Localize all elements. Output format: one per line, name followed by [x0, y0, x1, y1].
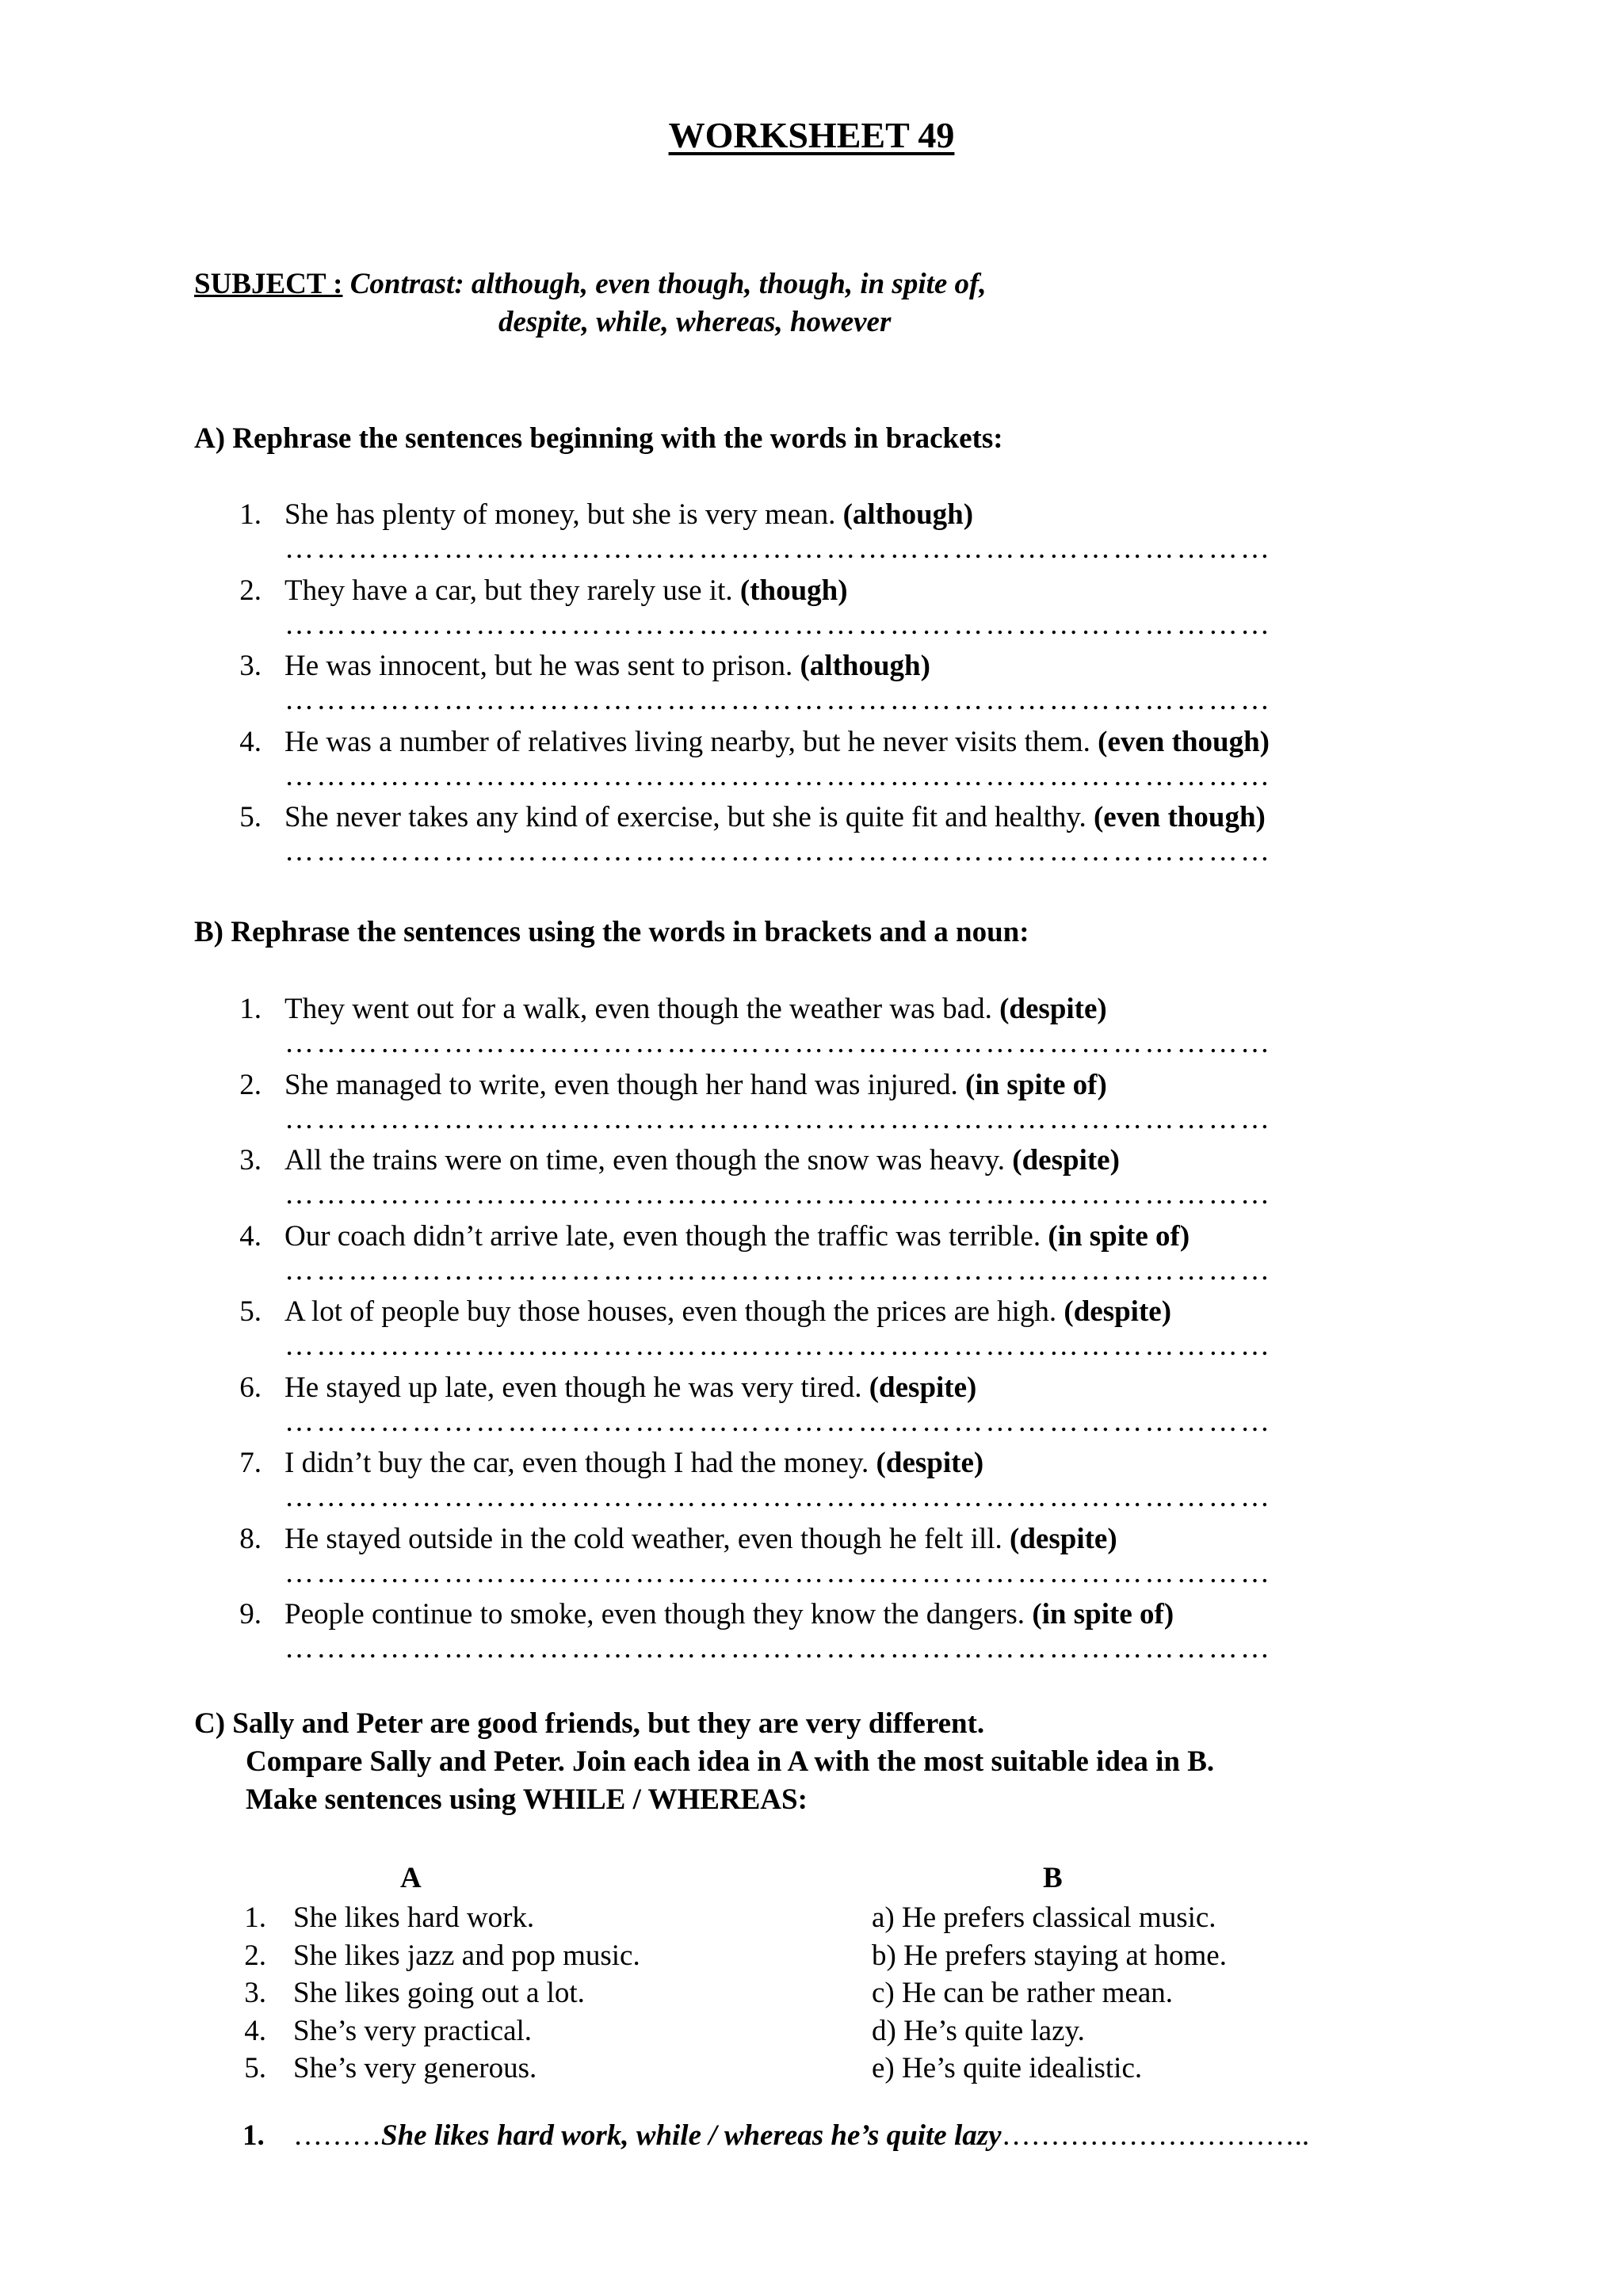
- sentence-text: They went out for a walk, even though the weather was bad.: [285, 993, 1000, 1025]
- item-number: 2.: [239, 1068, 262, 1101]
- idea-b: d) He’s quite lazy.: [872, 2014, 1085, 2047]
- answer-line[interactable]: …………………………………………………………………………………: [285, 1557, 1273, 1589]
- sentence-text: Our coach didn’t arrive late, even though the traffic was terrible.: [285, 1219, 1048, 1253]
- answer-line[interactable]: …………………………………………………………………………………: [285, 1482, 1273, 1513]
- sentence-text: She never takes any kind of exercise, but she is quite fit and healthy.: [285, 801, 1094, 833]
- item-number: 8.: [239, 1522, 262, 1555]
- column-b-label: B: [1043, 1862, 1063, 1894]
- item-number: 1.: [239, 993, 262, 1025]
- item-number: 3.: [239, 1144, 262, 1177]
- bracket-hint: (although): [842, 498, 974, 531]
- example-lead-dots: ………: [293, 2119, 381, 2152]
- item-sentence: [285, 1067, 1107, 1104]
- answer-line[interactable]: …………………………………………………………………………………: [285, 760, 1273, 792]
- row-number: 1.: [244, 1901, 266, 1934]
- item-sentence: [285, 497, 973, 533]
- item-sentence: [285, 1445, 983, 1482]
- section-c-heading-line-3: Make sentences using WHILE / WHEREAS:: [246, 1783, 808, 1816]
- bracket-hint: (even though): [1098, 725, 1270, 758]
- idea-a: She likes jazz and pop music.: [293, 1939, 640, 1972]
- item-number: 4.: [239, 1219, 262, 1253]
- bracket-hint: (in spite of): [1032, 1598, 1174, 1630]
- item-number: 4.: [239, 725, 262, 758]
- item-sentence: [285, 1294, 1171, 1330]
- sentence-text: He was innocent, but he was sent to prison.: [285, 650, 800, 682]
- subject-block: [194, 265, 987, 341]
- item-number: 5.: [239, 801, 262, 833]
- sentence-text: She has plenty of money, but she is very mean.: [285, 498, 843, 531]
- sentence-text: All the trains were on time, even though the snow was heavy.: [285, 1144, 1013, 1177]
- sentence-text: She managed to write, even though her hand was injured.: [285, 1068, 965, 1101]
- item-sentence: [285, 991, 1107, 1028]
- bracket-hint: (despite): [1064, 1295, 1172, 1328]
- item-number: 6.: [239, 1371, 262, 1404]
- worksheet-title: WORKSHEET 49: [668, 115, 955, 155]
- item-number: 2.: [239, 574, 262, 607]
- item-number: 9.: [239, 1598, 262, 1630]
- item-sentence: [285, 1370, 976, 1406]
- item-sentence: [285, 1521, 1117, 1558]
- section-c-heading-line-2: Compare Sally and Peter. Join each idea in A with the most suitable idea in B.: [246, 1745, 1215, 1778]
- item-number: 5.: [239, 1295, 262, 1328]
- bracket-hint: (despite): [1012, 1144, 1120, 1177]
- answer-line[interactable]: …………………………………………………………………………………: [285, 1103, 1273, 1135]
- section-c-heading-line-1: C) Sally and Peter are good friends, but they are very different.: [194, 1707, 985, 1740]
- item-sentence: [285, 1142, 1120, 1179]
- example-answer-text: She likes hard work, while / whereas he’s quite lazy: [381, 2119, 1002, 2152]
- idea-b: a) He prefers classical music.: [872, 1901, 1216, 1934]
- row-number: 2.: [244, 1939, 266, 1972]
- bracket-hint: (despite): [999, 993, 1107, 1025]
- idea-a: She’s very practical.: [293, 2014, 533, 2047]
- item-sentence: [285, 1219, 1190, 1255]
- bracket-hint: (despite): [869, 1371, 977, 1404]
- item-sentence: [285, 573, 848, 609]
- answer-line[interactable]: …………………………………………………………………………………: [285, 1633, 1273, 1665]
- sentence-text: He was a number of relatives living nearby, but he never visits them.: [285, 725, 1098, 758]
- subject-label: SUBJECT :: [194, 268, 343, 300]
- bracket-hint: (though): [739, 574, 848, 607]
- idea-b: c) He can be rather mean.: [872, 1977, 1174, 2009]
- row-number: 3.: [244, 1977, 266, 2009]
- bracket-hint: (despite): [876, 1447, 984, 1479]
- sentence-text: People continue to smoke, even though they know the dangers.: [285, 1598, 1033, 1630]
- item-number: 1.: [239, 498, 262, 531]
- answer-line[interactable]: …………………………………………………………………………………: [285, 836, 1273, 868]
- example-number: 1.: [242, 2119, 265, 2152]
- section-a-heading: A) Rephrase the sentences beginning with the words in brackets:: [194, 422, 1003, 455]
- answer-line[interactable]: …………………………………………………………………………………: [285, 1330, 1273, 1362]
- idea-a: She’s very generous.: [293, 2052, 537, 2084]
- row-number: 5.: [244, 2052, 266, 2084]
- answer-line[interactable]: …………………………………………………………………………………: [285, 1028, 1273, 1059]
- item-sentence: [285, 1596, 1174, 1633]
- section-b-heading: B) Rephrase the sentences using the words in brackets and a noun:: [194, 916, 1029, 948]
- bracket-hint: (despite): [1010, 1522, 1117, 1555]
- idea-b: e) He’s quite idealistic.: [872, 2052, 1143, 2084]
- sentence-text: I didn’t buy the car, even though I had the money.: [285, 1447, 876, 1479]
- bracket-hint: (although): [800, 650, 930, 682]
- subject-line-1: Contrast: although, even though, though, in spite of,: [349, 268, 987, 300]
- answer-line[interactable]: …………………………………………………………………………………: [285, 1254, 1273, 1287]
- answer-line[interactable]: …………………………………………………………………………………: [285, 685, 1273, 716]
- sentence-text: He stayed up late, even though he was very tired.: [285, 1371, 869, 1404]
- item-number: 7.: [239, 1447, 262, 1479]
- row-number: 4.: [244, 2014, 266, 2047]
- item-sentence: [285, 724, 1270, 761]
- subject-line-2: despite, while, whereas, however: [498, 306, 892, 338]
- example-trail-dots: …………………………..: [1001, 2119, 1310, 2152]
- bracket-hint: (even though): [1093, 801, 1266, 833]
- answer-line[interactable]: …………………………………………………………………………………: [285, 608, 1273, 641]
- item-sentence: [285, 799, 1266, 836]
- idea-a: She likes going out a lot.: [293, 1977, 585, 2009]
- sentence-text: He stayed outside in the cold weather, even though he felt ill.: [285, 1522, 1010, 1555]
- example-answer: [242, 2119, 1309, 2153]
- item-number: 3.: [239, 650, 262, 682]
- answer-line[interactable]: …………………………………………………………………………………: [285, 533, 1273, 565]
- bracket-hint: (in spite of): [965, 1068, 1107, 1101]
- bracket-hint: (in spite of): [1048, 1219, 1190, 1253]
- item-sentence: [285, 648, 930, 685]
- answer-line[interactable]: …………………………………………………………………………………: [285, 1405, 1273, 1438]
- idea-a: She likes hard work.: [293, 1901, 535, 1934]
- sentence-text: A lot of people buy those houses, even though the prices are high.: [285, 1295, 1064, 1328]
- answer-line[interactable]: …………………………………………………………………………………: [285, 1179, 1273, 1211]
- column-a-label: A: [400, 1862, 422, 1894]
- idea-b: b) He prefers staying at home.: [872, 1939, 1227, 1972]
- sentence-text: They have a car, but they rarely use it.: [285, 574, 740, 607]
